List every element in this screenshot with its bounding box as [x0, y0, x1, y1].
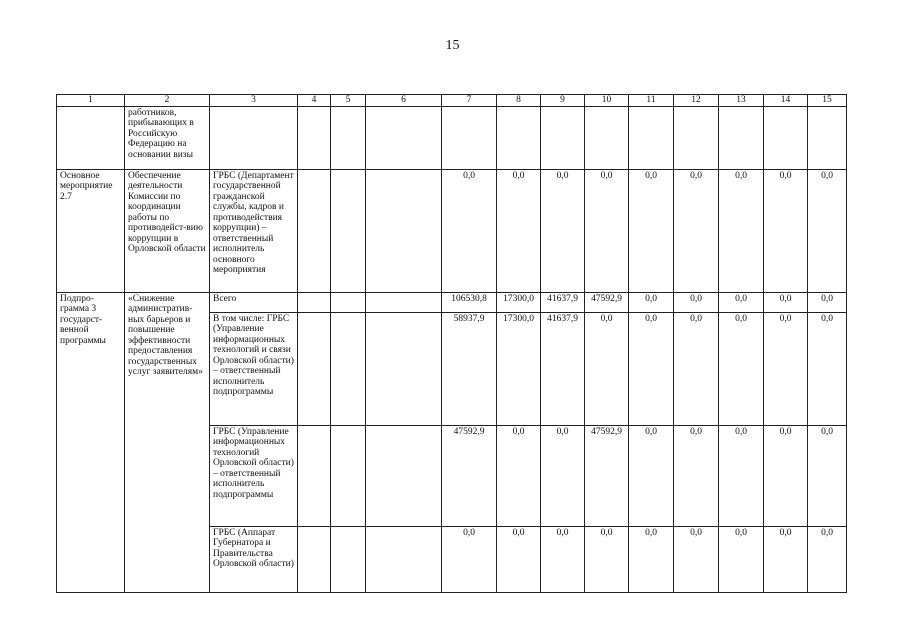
cell-value: 0,0	[497, 425, 541, 526]
cell-value: 0,0	[764, 425, 808, 526]
cell-value: 0,0	[629, 312, 674, 425]
cell-value: 47592,9	[585, 292, 629, 312]
cell-value	[442, 106, 497, 169]
cell-value	[497, 106, 541, 169]
cell-executor: Всего	[210, 292, 298, 312]
cell-value: 17300,0	[497, 312, 541, 425]
cell-executor	[210, 106, 298, 169]
cell-value: 0,0	[719, 292, 764, 312]
cell-value: 0,0	[585, 169, 629, 292]
cell-value	[674, 106, 719, 169]
cell-value: 0,0	[585, 312, 629, 425]
column-header: 11	[629, 95, 674, 107]
column-header: 12	[674, 95, 719, 107]
column-header: 14	[764, 95, 808, 107]
page-number: 15	[445, 38, 460, 53]
cell-value: 17300,0	[497, 292, 541, 312]
cell-value: 0,0	[541, 526, 585, 592]
cell-value	[764, 106, 808, 169]
cell-program-name: Основное мероприятие 2.7	[57, 169, 125, 292]
cell-value: 0,0	[719, 425, 764, 526]
cell-value: 0,0	[442, 169, 497, 292]
cell-value: 0,0	[808, 169, 847, 292]
cell-value: 58937,9	[442, 312, 497, 425]
cell-executor: ГРБС (Департамент государственной гражданской службы, кадров и противодействия коррупции) – ответственный исполнитель основного мероприятия	[210, 169, 298, 292]
cell-value: 0,0	[808, 312, 847, 425]
cell-value: 0,0	[764, 312, 808, 425]
cell-value: 41637,9	[541, 292, 585, 312]
table-row	[57, 292, 847, 312]
cell-value: 0,0	[585, 526, 629, 592]
cell-value: 0,0	[674, 425, 719, 526]
cell-value: 0,0	[719, 312, 764, 425]
cell-event-name: Обеспечение деятельности Комиссии по координации работы по противодейст-вию коррупции в Орловской области	[125, 169, 210, 292]
column-header: 4	[298, 95, 331, 107]
cell-executor: ГРБС (Аппарат Губернатора и Правительства Орловской области)	[210, 526, 298, 592]
cell-value: 0,0	[629, 292, 674, 312]
cell-value: 106530,8	[442, 292, 497, 312]
table-row	[57, 106, 847, 169]
column-header: 6	[366, 95, 442, 107]
cell-value	[585, 106, 629, 169]
column-header: 8	[497, 95, 541, 107]
cell-value: 47592,9	[442, 425, 497, 526]
column-header: 15	[808, 95, 847, 107]
column-header: 7	[442, 95, 497, 107]
cell-value: 0,0	[719, 169, 764, 292]
cell-value: 0,0	[629, 526, 674, 592]
column-header: 10	[585, 95, 629, 107]
column-header: 3	[210, 95, 298, 107]
cell-value	[808, 106, 847, 169]
column-number-row	[57, 95, 847, 107]
column-header: 5	[331, 95, 366, 107]
cell-value: 0,0	[497, 169, 541, 292]
cell-value: 0,0	[674, 169, 719, 292]
cell-value: 0,0	[808, 526, 847, 592]
cell-value: 0,0	[629, 169, 674, 292]
cell-value	[629, 106, 674, 169]
cell-value: 0,0	[541, 169, 585, 292]
cell-value: 0,0	[541, 425, 585, 526]
cell-program-name: Подпро-грамма 3 государст-венной программы	[57, 292, 125, 592]
cell-value	[719, 106, 764, 169]
cell-value: 0,0	[674, 292, 719, 312]
cell-value: 0,0	[442, 526, 497, 592]
cell-value: 0,0	[497, 526, 541, 592]
cell-value: 0,0	[764, 169, 808, 292]
cell-value	[541, 106, 585, 169]
cell-executor: В том числе: ГРБС (Управление информационных технологий и связи Орловской области) – ответственный исполнитель подпрограммы	[210, 312, 298, 425]
cell-value: 0,0	[764, 292, 808, 312]
column-header: 9	[541, 95, 585, 107]
cell-value: 0,0	[764, 526, 808, 592]
column-header: 1	[57, 95, 125, 107]
cell-event-name: «Снижение административ-ных барьеров и повышение эффективности предоставления государственных услуг заявителям»	[125, 292, 210, 592]
budget-table	[56, 94, 847, 593]
cell-value: 0,0	[808, 292, 847, 312]
cell-value: 0,0	[808, 425, 847, 526]
cell-value: 47592,9	[585, 425, 629, 526]
cell-value: 41637,9	[541, 312, 585, 425]
cell-event-name: работников, прибывающих в Российскую Федерацию на основании визы	[125, 106, 210, 169]
table-row	[57, 169, 847, 292]
cell-value: 0,0	[674, 312, 719, 425]
cell-program-name	[57, 106, 125, 169]
cell-value: 0,0	[674, 526, 719, 592]
column-header: 2	[125, 95, 210, 107]
cell-value: 0,0	[719, 526, 764, 592]
cell-value: 0,0	[629, 425, 674, 526]
column-header: 13	[719, 95, 764, 107]
cell-executor: ГРБС (Управление информационных технологий Орловской области) – ответственный исполнитель подпрограммы	[210, 425, 298, 526]
